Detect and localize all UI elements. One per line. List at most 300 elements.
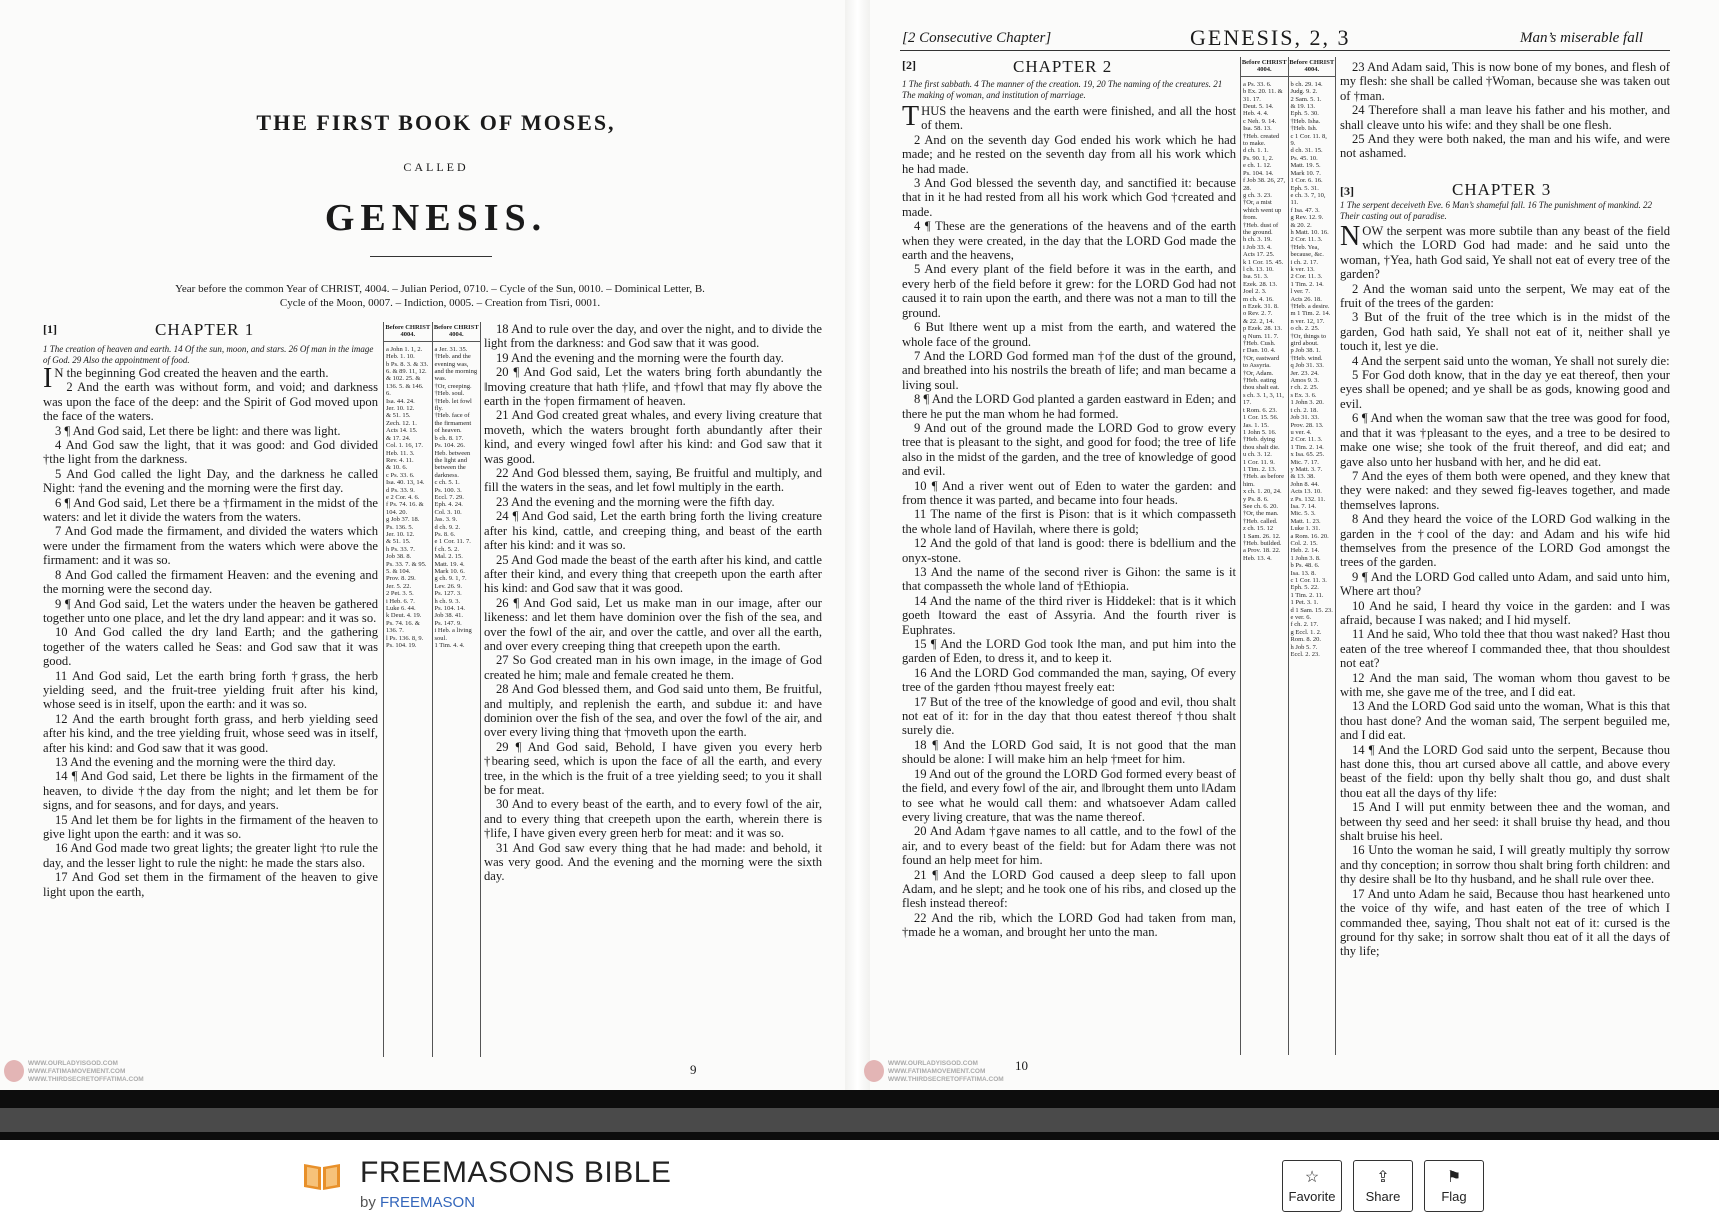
drop-cap: T — [902, 104, 920, 132]
margin-reference: n ver. 12, 17. — [1290, 317, 1325, 325]
margin-reference: 1 Tim. 4. 4. — [434, 642, 465, 650]
margin-reference: †Heb. wind. — [1290, 354, 1323, 362]
margin-reference: †Heb. Cush. — [1243, 340, 1276, 348]
verse: 13 And the name of the second river is Gihon: the same is it that compasseth the whole land of †Ethiopia. — [902, 565, 1236, 594]
margin-reference: a Ps. 33. 6. — [1243, 80, 1272, 88]
verse: 8 ¶ And the LORD God planted a garden eastward in Eden; and there he put the man whom he had formed. — [902, 392, 1236, 421]
share-label: Share — [1365, 1189, 1401, 1204]
margin-reference: e 2 Cor. 4. 6. — [386, 493, 420, 501]
chapter3-heading: CHAPTER 3 — [1452, 180, 1552, 199]
margin-reference: Heb. 1. 10. — [386, 353, 415, 361]
margin-reference: o Rev. 2. 7. — [1243, 310, 1273, 318]
running-head-left: [2 Consecutive Chapter] — [902, 30, 1052, 46]
margin-reference: Ps. 147. 9. — [434, 619, 462, 627]
chapter3-index: [3] — [1340, 184, 1354, 198]
margin-reference: g Job 37. 18. — [386, 516, 420, 524]
margin-reference: x ch. 1. 20, 24. — [1243, 488, 1282, 496]
margin-reference: Acts 17. 25. — [1243, 251, 1275, 259]
watermark-right: WWW.OURLADYISGOD.COM WWW.FATIMAMOVEMENT.COM WWW.THIRDSECRETOFFATIMA.COM — [888, 1060, 1004, 1083]
margin-reference: †Heb. builded. — [1243, 540, 1282, 547]
margin-reference: Isa. 13. 8. — [1290, 569, 1316, 577]
margin-reference: 1 Tim. 2. 14. — [1290, 280, 1324, 288]
margin-reference: Eph. 5. 31. — [1290, 184, 1319, 192]
margin-reference: Acts 13. 10. — [1290, 488, 1322, 496]
verse: 10 ¶ And a river went out of Eden to water the garden: and from thence it was parted, and became into four heads. — [902, 478, 1236, 507]
verse: 6 But ‖there went up a mist from the earth, and watered the whole face of the ground. — [902, 320, 1236, 349]
margin-reference: †Heb. and the evening was, and the morning was. — [434, 353, 478, 383]
viewer-border-bottom — [0, 1132, 1719, 1140]
verse: 9 And out of the ground made the LORD God to grow every tree that is pleasant to the sight, and good for food; the tree of life also in the midst of the garden, and the tree of knowledge of good and evil. — [902, 420, 1236, 479]
margin-reference: q Job 31. 33. — [1290, 362, 1324, 370]
margin-reference: f ch. 5. 2. — [434, 545, 460, 553]
margin-reference: 2 Cor. 11. 3. — [1290, 236, 1323, 244]
margin-reference: Jer. 10. 12. — [386, 405, 415, 413]
margin-reference: Rev. 4. 11. — [386, 456, 414, 464]
margin-reference: Heb. between the light and between the darkness. — [434, 449, 471, 479]
verse: 7 And God made the firmament, and divided the waters which were under the firmament from the waters which were above the firmament: and it was so. — [43, 524, 378, 568]
margin-reference: 2 Pet. 3. 5. — [386, 590, 414, 598]
margin-reference: Jer. 5. 22. — [386, 582, 412, 590]
margin-reference: 2 Cor. 11. 3. — [1290, 436, 1323, 444]
chapter2-text — [902, 104, 1236, 1056]
margin-reference: f Job 38. 26, 27, 28. — [1243, 177, 1286, 192]
margin-reference: m ch. 4. 16. — [1243, 295, 1274, 303]
margin-reference: f ch. 2. 17. — [1290, 621, 1319, 629]
margin-reference: z ch. 15. 12 — [1243, 525, 1274, 533]
margin-heading: Before CHRIST 4004. — [1241, 57, 1288, 77]
margin-reference: 1 Tim. 2. 11. — [1290, 591, 1324, 599]
margin-reference: k Deut. 4. 19. — [386, 612, 422, 620]
margin-reference: h ch. 9. 3. — [434, 597, 461, 605]
favorite-label: Favorite — [1288, 1189, 1336, 1204]
margin-reference: i ch. 2. 17. — [1290, 258, 1318, 266]
verse: 22 And the rib, which the LORD God had taken from man, †made he a woman, and brought her unto the man. — [902, 910, 1236, 940]
margin-reference: 1 John 3. 20. — [1290, 399, 1324, 407]
chapter2-continued-text — [1340, 60, 1670, 185]
book-title: FREEMASONS BIBLE — [360, 1156, 672, 1189]
verse: 21 ¶ And the LORD God caused a deep sleep to fall upon Adam, and he slept; and he took one of his ribs, and closed up the flesh instead thereof: — [902, 867, 1236, 911]
verse: 7 And the eyes of them both were opened, and they knew that they were naked: and they sewed fig-leaves together, and made themselves ‖aprons. — [1340, 468, 1670, 512]
chapter3-summary: 1 The serpent deceiveth Eve. 6 Man’s shameful fall. 16 The punishment of mankind. 22 Their casting out of paradise. — [1340, 200, 1653, 221]
margin-reference: 1 Cor. 15. 56. — [1243, 414, 1279, 422]
margin-reference: Matt. 1. 23. — [1290, 517, 1321, 525]
chapter3-text — [1340, 224, 1670, 1056]
text-column-right — [484, 322, 822, 1064]
margin-reference: †Heb. called. — [1243, 517, 1278, 525]
verse: 27 So God created man in his own image, in the image of God created he him; male and female created he them. — [484, 653, 822, 682]
book-byline — [360, 1194, 475, 1211]
margin-reference: l ch. 13. 10. — [1243, 265, 1274, 273]
margin-reference: 1 John 5. 16. — [1243, 428, 1277, 436]
margin-reference: †Heb. dying thou shalt die. — [1243, 436, 1280, 451]
margin-reference: Amos 9. 3. — [1290, 377, 1320, 385]
margin-reference: Job 31. 33. — [1290, 414, 1320, 422]
favorite-button[interactable] — [1282, 1160, 1342, 1212]
verse: 23 And Adam said, This is now bone of my bones, and flesh of my flesh: she shall be called †Woman, because she was taken out of †man. — [1340, 60, 1670, 103]
running-head-rule — [900, 50, 1670, 51]
margin-reference: c 1 Cor. 11. 8, 9. — [1290, 132, 1327, 148]
margin-reference: Mal. 2. 15. — [434, 553, 463, 561]
verse: I N the beginning God created the heaven and the earth. — [43, 366, 329, 394]
chapter-summary: 1 The creation of heaven and earth. 14 Of the sun, moon, and stars. 26 Of man in the image of God. 29 Also the appointment of food. — [43, 344, 374, 365]
margin-reference: Lev. 26. 9. — [434, 582, 463, 590]
margin-reference: Deut. 5. 14. — [1243, 103, 1274, 111]
margin-reference: a Prov. 18. 22. — [1243, 547, 1281, 555]
margin-reference: Jer. 10. 12. — [386, 530, 415, 538]
margin-reference: Eph. 4. 24. — [434, 501, 463, 509]
margin-reference: Ps. 127. 3. — [434, 590, 462, 598]
margin-reference: c Neh. 9. 14. — [1243, 117, 1277, 125]
margin-reference: Prov. 8. 29. — [386, 575, 416, 583]
margin-reference: Matt. 19. 5. — [1290, 162, 1321, 170]
margin-reference: b Ps. 48. 6. — [1290, 562, 1320, 570]
margin-reference: Job 38. 8. — [386, 553, 412, 561]
margin-reference: †Heb. Ish. — [1290, 125, 1318, 133]
margin-reference: Judg. 9. 2. — [1290, 88, 1318, 96]
margin-reference: Isa. 51. 3. — [1243, 273, 1269, 281]
left-page — [0, 0, 845, 1090]
share-icon: ⇪ — [1376, 1169, 1390, 1186]
margin-reference: Ezek. 28. 13. — [1243, 280, 1278, 288]
margin-reference: 1 Cor. 11. 9. — [1243, 458, 1275, 466]
verse: 19 And the evening and the morning were the fourth day. — [496, 350, 784, 365]
margin-reference: s Ex. 3. 6. — [1290, 391, 1317, 399]
margin-reference: †Or, a mist which went up from. — [1243, 199, 1282, 222]
margin-reference: d Ps. 33. 9. — [386, 486, 415, 494]
margin-reference: Col. 2. 15. — [1290, 540, 1318, 547]
margin-reference: z Ps. 132. 11. — [1290, 495, 1326, 503]
flag-icon: ⚑ — [1446, 1169, 1462, 1186]
verse: 22 And God blessed them, saying, Be fruitful and multiply, and fill the waters in the seas, and let fowl multiply in the earth. — [484, 466, 822, 495]
title-divider — [370, 256, 492, 257]
margin-reference: p Ezek. 28. 13. — [1243, 325, 1282, 333]
margin-reference: 1 John 3. 8. — [1290, 554, 1321, 562]
chapter-index: [1] — [43, 322, 57, 336]
verse: 8 And God called the firmament Heaven: and the evening and the morning were the second day. — [43, 567, 378, 597]
margin-ref-column-a — [384, 322, 432, 1057]
margin-reference: Isa. 40. 13, 14. — [386, 479, 425, 487]
margin-reference: Ps. 33. 7. & 95. 5. & 104. — [386, 560, 427, 575]
verse: 31 And God saw every thing that he had made: and behold, it was very good. And the evening and the morning were the sixth day. — [484, 840, 822, 884]
verse: 14 And the name of the third river is Hiddekel: that is it which goeth ‖toward the east of Assyria. And the fourth river is Euphrates. — [902, 593, 1236, 637]
margin-reference: g Eccl. 1. 2. — [1290, 628, 1322, 636]
margin-reference: †Heb. as before him. — [1243, 473, 1284, 488]
margin-reference: Ps. 136. 5. — [386, 523, 414, 531]
verse: 2 And the woman said unto the serpent, We may eat of the fruit of the trees of the garden: — [1340, 281, 1670, 311]
margin-reference: Job 38. 41. — [434, 612, 464, 620]
margin-reference: Luke 6. 44. — [386, 605, 416, 613]
share-button[interactable] — [1353, 1160, 1413, 1212]
margin-reference: Jer. 23. 24. — [1290, 369, 1319, 377]
drop-cap: N — [1340, 224, 1361, 252]
margin-reference: 1 Sam. 26. 12. — [1243, 532, 1281, 540]
margin-reference: Ps. 90. 1, 2. — [1243, 154, 1274, 162]
margin-reference: b Ex. 20. 11. & 31. 17. — [1243, 88, 1283, 103]
flag-label: Flag — [1441, 1189, 1467, 1204]
margin-reference: †Heb. Isha. — [1290, 117, 1321, 125]
margin-reference: Ps. 45. 10. — [1290, 154, 1318, 162]
margin-reference: h Ps. 33. 7. — [386, 545, 415, 553]
margin-heading: Before CHRIST 4004. — [1289, 57, 1336, 77]
viewer-border-top — [0, 1090, 1719, 1108]
verse: 13 And the evening and the morning were the third day. — [55, 754, 336, 769]
verse: 20 ¶ And God said, Let the waters bring forth abundantly the ‖moving creature that hath †life, and †fowl that may fly above the earth in the †open firmament of heaven. — [484, 365, 822, 409]
margin-reference: & 19. 13. — [1290, 103, 1316, 111]
right-margin-references — [1240, 57, 1336, 1055]
margin-reference: Mark 10. 6. — [434, 568, 465, 575]
margin-reference: Col. 1. 16, 17. — [386, 442, 424, 450]
margin-reference: i Job 33. 4. — [1243, 243, 1272, 251]
margin-reference: y Matt. 3. 7. — [1290, 465, 1323, 473]
margin-reference: f Isa. 47. 3. — [1290, 206, 1320, 214]
margin-reference: †Or, eastward to Assyria. — [1243, 354, 1280, 370]
margin-reference: g ch. 3. 23. — [1243, 191, 1272, 199]
margin-reference: Acts 26. 18. — [1290, 295, 1322, 303]
verse: 5 And God called the light Day, and the darkness he called Night: †and the evening and the morning were the first day. — [43, 466, 378, 496]
margin-reference: †Or, Adam. — [1243, 369, 1274, 377]
margin-reference: & 51. 15. — [386, 412, 411, 420]
chapter2-heading: CHAPTER 2 — [1013, 57, 1113, 76]
verse: 9 ¶ And the LORD God called unto Adam, and said unto him, Where art thou? — [1340, 569, 1670, 599]
verse: 2 And the earth was without form, and void; and darkness was upon the face of the deep: and the Spirit of God moved upon the face of the waters. — [43, 380, 378, 424]
margin-reference: & 102. 25. & 136. 5. & 146. 6. — [386, 375, 424, 398]
margin-reference: h ch. 3. 19. — [1243, 236, 1272, 244]
verse: 26 ¶ And God said, Let us make man in our image, after our likeness: and let them have dominion over the fish of the sea, and over the fowl of the air, and over the cattle, and over all the earth, and over every creeping thing that creepeth upon the earth. — [484, 595, 822, 653]
margin-reference: Ps. 100. 3. — [434, 486, 462, 494]
margin-reference: g Rev. 12. 9. — [1290, 214, 1324, 222]
verse: 3 And God blessed the seventh day, and sanctified it: because that in it he had rested from all his work which God †created and made. — [902, 176, 1236, 219]
margin-reference: Mark 10. 7. — [1290, 169, 1321, 177]
verse: 7 And the LORD God formed man †of the dust of the ground, and breathed into his nostrils the breath of life; and man became a living soul. — [902, 348, 1236, 392]
margin-reference: u ch. 3. 12. — [1243, 451, 1272, 459]
margin-reference: Ps. 104. 19. — [386, 642, 417, 650]
margin-reference: †Heb. created to make. — [1243, 132, 1280, 148]
margin-reference: k 1 Cor. 15. 45. — [1243, 258, 1284, 266]
verse: 16 And the LORD God commanded the man, saying, Of every tree of the garden †thou mayest freely eat: — [902, 665, 1236, 695]
byline-prefix: by — [360, 1194, 381, 1211]
verse: 18 And to rule over the day, and over the night, and to divide the light from the darkness: and God saw that it was good. — [484, 322, 822, 351]
verse: 15 And let them be for lights in the firmament of the heaven to give light upon the earth: and it was so. — [43, 812, 378, 841]
verse: 14 ¶ And the LORD God said unto the serpent, Because thou hast done this, thou art cursed above all cattle, and above every beast of the field: upon thy belly shalt thou go, and dust shalt thou eat all the days of thy life: — [1340, 742, 1670, 800]
verse: 5 For God doth know, that in the day ye eat thereof, then your eyes shall be opened; and ye shall be as gods, knowing good and evil. — [1340, 368, 1670, 411]
margin-reference: n Ezek. 31. 8. — [1243, 303, 1279, 310]
page-gutter — [845, 0, 870, 1090]
margin-reference: Matt. 19. 4. — [434, 560, 465, 568]
author-link[interactable]: FREEMASON — [380, 1194, 476, 1211]
margin-reference: h Matt. 10. 16. — [1290, 228, 1329, 236]
verse: 2 And on the seventh day God ended his work which he had made; and he rested on the seventh day from all his work which he had made. — [902, 132, 1236, 176]
margin-reference: b Ps. 8. 3. & 33. 6. & 89. 11, 12. — [386, 360, 429, 376]
open-book-icon — [302, 1160, 342, 1192]
margin-heading: Before CHRIST 4004. — [433, 322, 481, 342]
margin-reference: Mic. 5. 3. — [1290, 510, 1316, 518]
viewer-toolbar-strip — [0, 1108, 1719, 1132]
margin-reference: g ch. 9. 1, 7. — [434, 575, 467, 583]
margin-reference: Isa. 44. 24. — [386, 397, 415, 405]
margin-reference: e ch. 3. 7, 10, 11. — [1290, 191, 1326, 207]
margin-reference: Heb. 4. 4. — [1243, 110, 1269, 118]
margin-reference: †Or, the man. — [1243, 510, 1279, 518]
margin-reference: Heb. 13. 4. — [1243, 554, 1272, 562]
chapter-heading: CHAPTER 1 — [155, 320, 255, 339]
verse: 6 ¶ And when the woman saw that the tree was good for food, and that it was †pleasant to the eyes, and a tree to be desired to make one wise; she took of the fruit thereof, and did eat; and gave also unto her husband with her, and he did eat. — [1340, 411, 1670, 469]
margin-reference: Acts 14. 15. — [386, 427, 418, 435]
verse: 12 And the earth brought forth grass, and herb yielding seed after his kind, and the tree yielding fruit, whose seed was in itself, after his kind: and God saw that it was good. — [43, 711, 378, 755]
margin-reference: Jas. 1. 15. — [1243, 421, 1269, 429]
margin-reference: Eccl. 2. 23. — [1290, 651, 1320, 659]
margin-heading: Before CHRIST 4004. — [384, 322, 432, 342]
margin-reference: Zech. 12. 1. — [386, 419, 417, 427]
verse: 21 And God created great whales, and every living creature that moveth, which the waters brought forth abundantly after their kind, and every winged fowl after his kind: and God saw that it was good. — [484, 408, 822, 466]
verse: 23 And the evening and the morning were the fifth day. — [496, 494, 775, 509]
margin-reference: †Or, creeping. — [434, 382, 472, 390]
verse: 30 And to every beast of the earth, and to every fowl of the air, and to every thing that creepeth upon the earth, wherein there is †life, I have given every green herb for meat: and it was so. — [484, 797, 822, 841]
margin-reference: b ch. 8. 17. — [434, 434, 464, 442]
margin-reference: 1 Tim. 2. 14. — [1290, 443, 1324, 451]
margin-reference: Ps. 74. 16. & 136. 7. — [386, 619, 420, 635]
margin-reference: t ch. 2. 18. — [1290, 406, 1318, 414]
margin-reference: e ver. 6. — [1290, 614, 1312, 622]
text-column-left — [43, 366, 378, 1056]
verse: 24 Therefore shall a man leave his father and his mother, and shall cleave unto his wife: and they shall be one flesh. — [1340, 103, 1670, 132]
margin-reference: 2 Cor. 11. 3. — [1290, 273, 1323, 281]
chronology-line — [60, 282, 820, 310]
margin-reference: i Heb. a living soul. — [434, 627, 472, 642]
page-number-right: 10 — [1015, 1058, 1028, 1073]
margin-references — [383, 322, 481, 1057]
verse: 25 And they were both naked, the man and his wife, and were not ashamed. — [1340, 132, 1670, 161]
verse: 3 But of the fruit of the tree which is in the midst of the garden, God hath said, Ye shall not eat of it, neither shall ye touch it, lest ye die. — [1340, 310, 1670, 354]
verse: 19 And out of the ground the LORD God formed every beast of the field, and every fowl of the air, and ‖brought them unto ‖Adam to see what he would call them: and whatsoever Adam called every living creature, that was the name thereof. — [902, 766, 1236, 824]
margin-reference: y Ps. 8. 6. — [1243, 495, 1269, 503]
verse: 11 The name of the first is Pison: that is it which compasseth the whole land of Havilah, where there is gold; — [902, 507, 1236, 536]
margin-reference: t Rom. 6. 23. — [1243, 406, 1277, 414]
verse: 12 And the gold of that land is good: there is bdellium and the onyx-stone. — [902, 536, 1236, 565]
margin-reference: & 17. 24. — [386, 434, 411, 442]
margin-reference: †Heb. let fowl fly. — [434, 397, 472, 413]
margin-reference: d ch. 1. 1. — [1243, 147, 1269, 155]
margin-reference: r Dan. 10. 4. — [1243, 347, 1276, 355]
verse: 4 And God saw the light, that it was good: and God divided †the light from the darkness. — [43, 438, 378, 467]
margin-reference: †Heb. dust of the ground. — [1243, 221, 1279, 236]
margin-reference: m 1 Tim. 2. 14. — [1290, 310, 1331, 318]
watermark: WWW.OURLADYISGOD.COM WWW.FATIMAMOVEMENT.COM WWW.THIRDSECRETOFFATIMA.COM — [28, 1060, 144, 1083]
margin-reference: Eccl. 7. 29. — [434, 493, 464, 501]
watermark-logo-right — [864, 1060, 884, 1082]
margin-reference: c ch. 5. 1. — [434, 479, 460, 487]
margin-reference: d 1 Sam. 15. 23. — [1290, 606, 1333, 614]
margin-reference: Heb. 2. 14. — [1290, 547, 1320, 555]
margin-reference: u ver. 4. — [1290, 428, 1312, 436]
verse: 15 And I will put enmity between thee and the woman, and between thy seed and her seed: it shall bruise thy head, and thou shalt bruise his heel. — [1340, 800, 1670, 844]
margin-reference: Jas. 3. 9. — [434, 516, 458, 524]
verse: 17 But of the tree of the knowledge of good and evil, thou shalt not eat of it: for in the day that thou eatest thereof †thou shalt surely die. — [902, 694, 1236, 738]
margin-reference: r ch. 2. 25. — [1290, 384, 1319, 392]
verse: 5 And every plant of the field before it was in the earth, and every herb of the field before it grew: for the LORD God had not caused it to rain upon the earth, and there was not a man to till the ground. — [902, 262, 1236, 320]
margin-reference: Col. 3. 10. — [434, 508, 462, 516]
margin-reference: e ch. 1. 12. — [1243, 162, 1272, 170]
margin-reference: †Or, things to gird about. — [1290, 332, 1327, 348]
right-margin-ref-column-a — [1241, 57, 1288, 1055]
verse: 4 ¶ These are the generations of the heavens and of the earth when they were created, in the day that the LORD God made the earth and the heavens, — [902, 219, 1236, 263]
margin-reference: Ps. 8. 6. — [434, 530, 456, 538]
margin-reference: Eph. 5. 30. — [1290, 110, 1319, 118]
verse: 29 ¶ And God said, Behold, I have given you every herb †bearing seed, which is upon the face of all the earth, and every tree, in the which is the fruit of a tree yielding seed; to you it shall be for meat. — [484, 739, 822, 797]
verse: 10 And he said, I heard thy voice in the garden: and I was afraid, because I was naked; and I hid myself. — [1340, 598, 1670, 627]
margin-reference: Ps. 104. 14. — [1243, 169, 1274, 177]
verse: 17 And God set them in the firmament of the heaven to give light upon the earth, — [43, 870, 378, 899]
margin-reference: & 51. 15. — [386, 538, 411, 546]
margin-reference: f Ps. 74. 16. & 104. 20. — [386, 501, 424, 516]
flag-button[interactable] — [1424, 1160, 1484, 1212]
margin-reference: & 22. 2, 14. — [1243, 317, 1275, 325]
verse: 16 Unto the woman he said, I will greatly multiply thy sorrow and thy conception; in sorrow thou shalt bring forth children: and thy desire shall be ‖to thy husband, and he shall rule over thee. — [1340, 843, 1670, 887]
verse: 6 ¶ And God said, Let there be a †firmament in the midst of the waters: and let it divide the waters from the waters. — [43, 495, 378, 525]
watermark-logo — [4, 1060, 24, 1082]
margin-reference: 2 Sam. 5. 1. — [1290, 95, 1322, 103]
verse: 20 And Adam †gave names to all cattle, and to the fowl of the air, and to every beast of the field: but for Adam there was not found an help meet for him. — [902, 824, 1236, 868]
title-called: CALLED — [403, 160, 469, 174]
margin-reference: Joel 2. 3. — [1243, 288, 1267, 296]
verse: 18 ¶ And the LORD God said, It is not good that the man should be alone: I will make him an help †meet for him. — [902, 737, 1236, 767]
margin-reference: †Heb. soul. — [434, 390, 465, 398]
margin-reference: Eph. 5. 22. — [1290, 584, 1319, 592]
margin-reference: l Ps. 136. 8, 9. — [386, 634, 424, 642]
chapter2-index: [2] — [902, 58, 916, 72]
page-number: 9 — [690, 1062, 697, 1077]
margin-reference: a John 1. 1, 2. — [386, 345, 423, 353]
margin-ref-column-b — [432, 322, 481, 1057]
verse: 12 And the man said, The woman whom thou gavest to be with me, she gave me of the tree, and I did eat. — [1340, 670, 1670, 699]
margin-reference: Mic. 7. 17. — [1290, 458, 1319, 466]
margin-reference: Isa. 58. 13. — [1243, 125, 1272, 133]
margin-reference: †Heb. face of the firmament of heaven. — [434, 412, 472, 435]
verse: 11 And he said, Who told thee that thou wast naked? Hast thou eaten of the tree whereof I commanded thee, that thou shouldest not eat? — [1340, 627, 1670, 671]
margin-reference: Ps. 104. 26. — [434, 442, 466, 450]
margin-reference: & 10. 6. — [386, 464, 408, 472]
margin-reference: x Isa. 65. 25. — [1290, 451, 1325, 459]
margin-reference: q Num. 11. 7. — [1243, 332, 1279, 340]
margin-reference: & 13. 38. — [1290, 473, 1316, 481]
margin-reference: Isa. 7. 14. — [1290, 502, 1316, 510]
star-icon: ☆ — [1304, 1169, 1320, 1186]
margin-reference: l ver. 7. — [1290, 288, 1310, 296]
chronology-line-2: Cycle of the Moon, 0007. – Indiction, 0005. – Creation from Tisri, 0001. — [279, 297, 601, 309]
verse: 3 ¶ And God said, Let there be light: and there was light. — [55, 423, 341, 438]
margin-reference: h Job 5. 7. — [1290, 643, 1318, 651]
genesis-title: GENESIS. — [324, 197, 548, 239]
margin-reference: 1 Tim. 2. 13. — [1243, 465, 1277, 473]
margin-reference: s ch. 3. 1, 3, 11, 17. — [1243, 391, 1284, 407]
margin-reference: b ch. 29. 14. — [1290, 80, 1323, 88]
margin-reference: †Heb. a desire. — [1290, 303, 1330, 310]
verse: THUS the heavens and the earth were finished, and all the host of them. — [902, 104, 1236, 133]
margin-reference: & 20. 2. — [1290, 221, 1312, 229]
margin-reference: Luke 1. 31. — [1290, 525, 1321, 533]
margin-reference: Prov. 28. 13. — [1290, 421, 1324, 429]
margin-reference: 1 Cor. 6. 16. — [1290, 177, 1323, 185]
verse: 10 And God called the dry land Earth; and the gathering together of the waters called he Seas: and God saw that it was good. — [43, 625, 378, 669]
verse: 11 And God said, Let the earth bring forth †grass, the herb yielding seed, and the fruit-tree yielding fruit after his kind, whose seed is in itself, upon the earth: and it was so. — [43, 668, 378, 712]
margin-reference: See ch. 6. 20. — [1243, 502, 1279, 510]
margin-reference: d ch. 31. 15. — [1290, 147, 1323, 155]
verse: 16 And God made two great lights; the greater light †to rule the day, and the lesser light to rule the night: he made the stars also. — [43, 841, 378, 870]
book-info-bar — [0, 1140, 1719, 1222]
margin-reference: John 8. 44. — [1290, 480, 1320, 488]
margin-reference: a Rom. 16. 20. — [1290, 532, 1329, 540]
margin-reference: c 1 Cor. 11. 3. — [1290, 577, 1327, 585]
margin-reference: o ch. 2. 25. — [1290, 325, 1320, 333]
